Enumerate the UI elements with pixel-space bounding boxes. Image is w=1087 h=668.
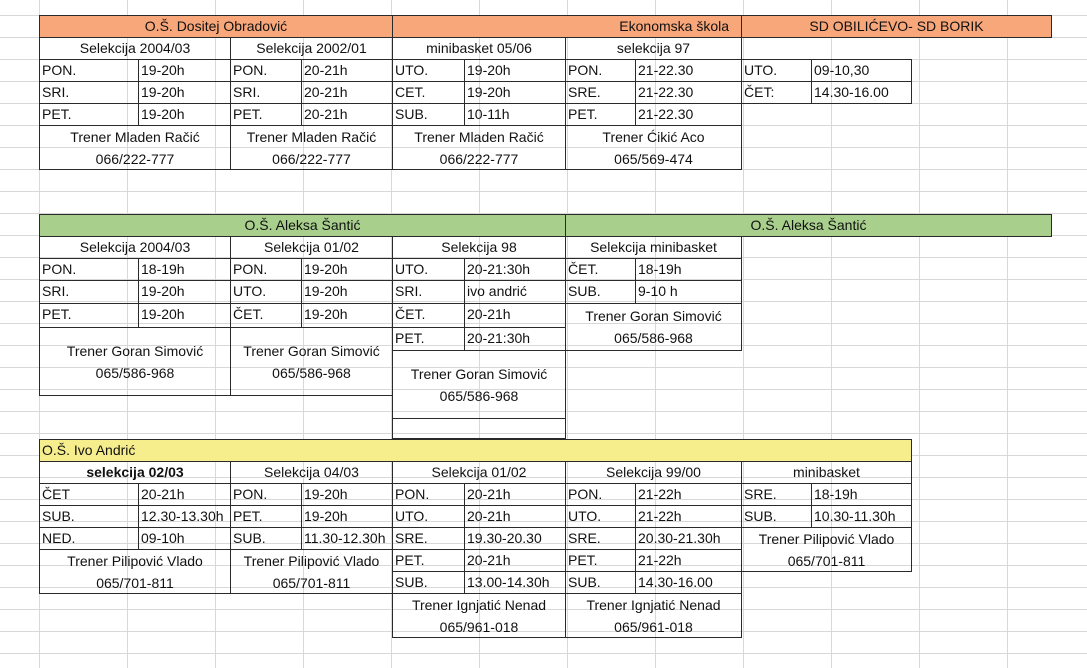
time-cell: 19-20h [464,59,566,82]
day-cell: SUB. [230,527,302,550]
trainer-info [392,125,566,170]
group-title: Selekcija 01/02 [392,461,566,484]
day-cell: PET. [230,505,302,528]
day-cell: CET. [392,81,465,104]
time-cell: 12.30-13.30h [138,505,231,528]
day-cell: PET. [39,103,139,126]
time-cell: 20-21h [464,549,566,572]
day-cell: PON. [230,258,302,281]
trainer-info [392,350,566,419]
group-title: Selekcija minibasket [565,236,742,259]
group-title: selekcija 97 [565,37,742,60]
trainer-info [565,593,742,638]
school-header-ekonomska: Ekonomska škola [392,15,742,38]
day-cell: SUB. [565,571,636,594]
trainer-phone: 065/586-968 [95,364,175,381]
trainer-name: Trener Pilipović Vlado [67,552,203,569]
day-cell: PET. [392,327,465,351]
group-title: minibasket 05/06 [392,37,566,60]
time-cell: 18-19h [138,258,231,281]
trainer-phone: 065/961-018 [614,618,693,635]
group-title: Selekcija 99/00 [565,461,742,484]
day-cell: PET. [392,549,465,572]
day-cell: SRI. [39,280,139,304]
group-title: selekcija 02/03 [39,461,231,484]
day-cell: PET. [230,103,302,126]
group-title: Selekcija 01/02 [230,236,393,259]
day-cell: PON. [39,59,139,82]
time-cell: 19-20h [138,280,231,304]
day-cell: SRE. [741,483,812,506]
trainer-name: Trener Goran Simović [585,308,722,324]
time-cell: 09-10,30 [811,59,912,82]
school-header-santic-2: O.Š. Aleksa Šantić [565,214,1052,237]
trainer-name: Trener Ćikić Aco [602,128,705,145]
time-cell: ivo andrić [464,280,566,304]
trainer-phone: 065/701-811 [96,574,174,591]
day-cell: PON. [230,59,302,82]
time-cell: 19-20h [301,280,393,304]
time-cell: 19-20h [138,103,231,126]
day-cell: PET. [565,103,636,126]
time-cell: 19-20h [301,258,393,281]
time-cell: 20-21h [138,483,231,506]
trainer-name: Trener Goran Simović [66,342,204,359]
trainer-info [230,327,393,396]
trainer-info [230,549,393,594]
day-cell: SUB. [39,505,139,528]
trainer-name: Trener Ignjatić Nenad [586,596,721,613]
school-header-obilicevo: SD OBILIĆEVO- SD BORIK [741,15,1052,38]
group-title: minibasket [741,461,912,484]
day-cell: SRE. [392,527,465,550]
day-cell: PON. [565,59,636,82]
trainer-info [39,549,231,594]
time-cell: 10-11h [464,103,566,126]
day-cell: SUB. [392,103,465,126]
time-cell: 09-10h [138,527,231,550]
time-cell: 9-10 h [635,280,742,304]
day-cell: SRI. [39,81,139,104]
time-cell: 20.30-21.30h [635,527,742,550]
day-cell: ČET. [392,303,465,328]
time-cell: 14.30-16.00 [811,81,912,104]
time-cell: 21-22.30 [635,103,742,126]
day-cell: SRI. [392,280,465,304]
trainer-info [39,125,231,170]
day-cell: PON. [565,483,636,506]
time-cell: 21-22h [635,549,742,572]
time-cell: 20-21h [301,103,393,126]
time-cell: 19-20h [138,59,231,82]
day-cell: ČET. [565,258,636,281]
time-cell: 20-21h [464,505,566,528]
day-cell: ČET: [741,81,812,104]
school-header-santic: O.Š. Aleksa Šantić [39,214,566,237]
trainer-phone: 066/222-777 [439,150,519,167]
time-cell: 20-21:30h [464,327,566,351]
time-cell: 21-22.30 [635,59,742,82]
trainer-phone: 065/569-474 [614,150,693,167]
time-cell: 20-21:30h [464,258,566,281]
trainer-name: Trener Mladen Račić [414,128,544,145]
day-cell: UTO. [741,59,812,82]
trainer-name: Trener Pilipović Vlado [758,530,895,547]
day-cell: ČET [39,483,139,506]
day-cell: PET. [565,549,636,572]
trainer-phone: 065/701-811 [787,552,866,569]
trainer-info [565,303,742,351]
time-cell: 21-22h [635,483,742,506]
time-cell: 19-20h [301,303,393,328]
trainer-name: Trener Goran Simović [243,342,380,359]
time-cell: 20-21h [301,81,393,104]
day-cell: SUB. [392,571,465,594]
day-cell: SUB. [565,280,636,304]
day-cell: UTO. [392,505,465,528]
time-cell: 21-22h [635,505,742,528]
trainer-phone: 065/586-968 [614,330,693,346]
school-header-ivo-andric: O.Š. Ivo Andrić [39,439,912,462]
time-cell: 18-19h [811,483,912,506]
time-cell: 19-20h [464,81,566,104]
group-title: Selekcija 04/03 [230,461,393,484]
day-cell: SRI. [230,81,302,104]
trainer-phone: 066/222-777 [95,150,175,167]
day-cell: PON. [39,258,139,281]
trainer-phone: 066/222-777 [272,150,351,167]
day-cell: UTO. [230,280,302,304]
trainer-name: Trener Pilipović Vlado [243,552,380,569]
day-cell: SRE. [565,81,636,104]
day-cell: UTO. [565,505,636,528]
trainer-phone: 065/701-811 [272,574,351,591]
trainer-name: Trener Mladen Račić [246,128,377,145]
day-cell: SUB. [741,505,812,528]
time-cell: 14.30-16.00 [635,571,742,594]
time-cell: 20-21h [464,483,566,506]
trainer-info [392,593,566,638]
time-cell: 20-21h [301,59,393,82]
time-cell: 18-19h [635,258,742,281]
trainer-name: Trener Mladen Račić [70,128,200,145]
day-cell: UTO. [392,258,465,281]
group-title: Selekcija 98 [392,236,566,259]
time-cell: 19-20h [301,505,393,528]
day-cell: SRE. [565,527,636,550]
day-cell: NED. [39,527,139,550]
time-cell: 19-20h [138,81,231,104]
group-title: Selekcija 2004/03 [39,236,231,259]
time-cell: 19.30-20.30 [464,527,566,550]
trainer-phone: 065/586-968 [439,387,519,404]
trainer-name: Trener Goran Simović [410,365,548,382]
time-cell: 19-20h [138,303,231,328]
trainer-info [741,527,912,572]
trainer-phone: 065/586-968 [272,364,351,381]
day-cell: PON. [230,483,302,506]
empty-cell [392,418,566,439]
trainer-info [230,125,393,170]
group-title: Selekcija 2004/03 [39,37,231,60]
day-cell: ČET. [230,303,302,328]
trainer-info [39,327,231,396]
time-cell: 21-22.30 [635,81,742,104]
trainer-name: Trener Ignjatić Nenad [411,596,547,613]
day-cell: UTO. [392,59,465,82]
time-cell: 19-20h [301,483,393,506]
trainer-info [565,125,742,170]
day-cell: PET. [39,303,139,328]
time-cell: 11.30-12.30h [301,527,393,550]
day-cell: PON. [392,483,465,506]
time-cell: 20-21h [464,303,566,328]
school-header-dositej: O.Š. Dositej Obradović [39,15,393,38]
time-cell: 10.30-11.30h [811,505,912,528]
group-title: Selekcija 2002/01 [230,37,393,60]
time-cell: 13.00-14.30h [464,571,566,594]
trainer-phone: 065/961-018 [439,618,519,635]
